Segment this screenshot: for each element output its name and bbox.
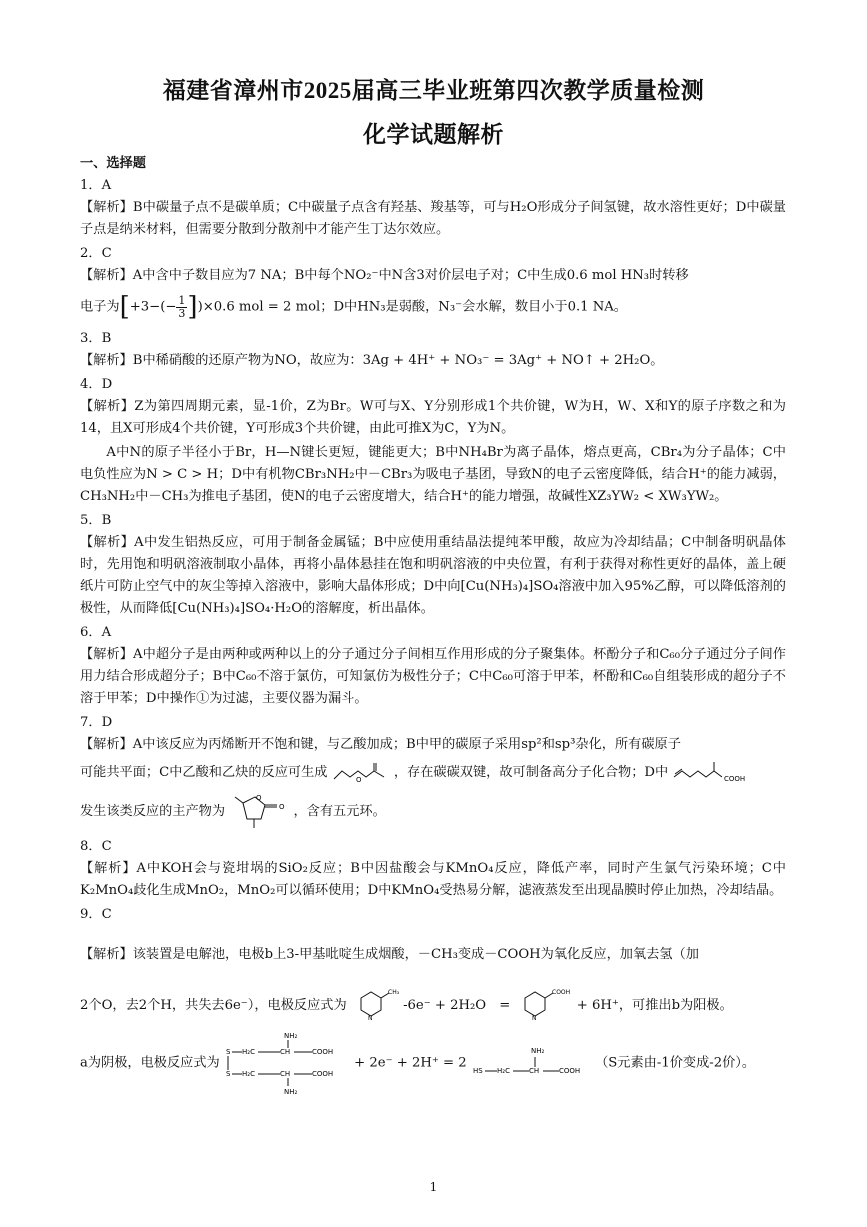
pentenoic-acid-structure: [672, 759, 760, 785]
explanation-4-detail: A中N的原子半径小于Br，H—N键长更短，键能更大；B中NH₄Br为离子晶体，熔点更高，CBr₄为分子晶体；C中电负性应为N > C > H；D中有机物CBr₃NH₂中－CBr₃为吸电子基团，导致N的电子云密度降低，结合H⁺的能力减弱，CH₃NH₂中－CH₃为推电子基团，使N的电子云密度增大，结合H⁺的能力增强，故碱性XZ₃YW₂ < XW₃YW₂。: [80, 444, 786, 504]
explanation-1: 【解析】B中碳量子点不是碳单质；C中碳量子点含有羟基、羧基等，可与H₂O形成分子间氢键，故水溶性更好；D中碳量子点是纳米材料，但需要分散到分散剂中才能产生丁达尔效应。: [80, 200, 786, 237]
explanation-4: 【解析】Z为第四周期元素，显-1价，Z为Br。W可与X、Y分别形成1个共价键，W为H，W、X和Y的原子序数之和为14，且X可形成4个共价键，Y可形成3个共价键，由此可推X为C，Y为N。: [80, 398, 786, 436]
svg-text:H₂C: H₂C: [241, 1069, 255, 1078]
cystine-structure: [224, 1028, 350, 1098]
page-number: 1: [429, 1180, 438, 1194]
svg-text:H₂C: H₂C: [241, 1047, 255, 1056]
explanation-9-line3: a为阴极，电极反应式为 NH₂ S H₂C CH COOH S H₂C CH COOH NH₂ + 2e⁻ + 2H⁺ = 2 HS H₂C CH COOH NH₂ （S元素由-1价变成-2价）。: [80, 1028, 786, 1099]
question-number-7: 7．D: [80, 714, 113, 730]
fraction-one-third: $\frac{1}{3}$: [178, 293, 186, 320]
lactone-ring-structure: [229, 791, 289, 831]
svg-text:O: O: [355, 776, 362, 783]
question-number-2: 2．C: [80, 246, 112, 261]
explanation-9-line1: 【解析】该装置是电解池，电极b上3-甲基吡啶生成烟酸，－CH₃变成－COOH为氧化反应，加氧去氢（加: [80, 946, 699, 962]
explanation-8: 【解析】A中KOH会与瓷坩埚的SiO₂反应；B中因盐酸会与KMnO₄反应，降低产率，同时产生氯气污染环境；C中K₂MnO₄歧化生成MnO₂，MnO₂可以循环使用；D中KMnO₄受热易分解，滤液蒸发至出现晶膜时停止加热，冷却结晶。: [80, 860, 786, 898]
svg-text:NH₂: NH₂: [530, 1046, 545, 1055]
svg-text:CH: CH: [279, 1047, 291, 1056]
svg-text:O: O: [256, 794, 262, 802]
question-number-8: 8．C: [80, 838, 112, 854]
svg-text:HS: HS: [472, 1066, 483, 1075]
svg-text:S: S: [225, 1047, 231, 1056]
question-number-1: 1．A: [80, 178, 112, 193]
cysteine-structure: [471, 1043, 591, 1083]
page-subtitle: 化学试题解析: [363, 122, 504, 147]
explanation-9-line2: 2个O，去2个H，共失去6e⁻），电极反应式为 CH₃ N -6e⁻ + 2H₂O = COOH N + 6H⁺，可推出b为阳极。: [80, 989, 733, 1022]
svg-text:CH₃: CH₃: [387, 989, 399, 996]
explanation-6: 【解析】A中超分子是由两种或两种以上的分子通过分子间相互作用形成的分子聚集体。杯酚分子和C₆₀分子通过分子间作用力结合形成超分子；B中C₆₀不溶于氯仿，可知氯仿为极性分子；C中C₆₀可溶于甲苯，杯酚和C₆₀自组装形成的超分子不溶于甲苯；D中操作①为过滤，主要仪器为漏斗。: [80, 646, 786, 706]
svg-text:N: N: [367, 1015, 373, 1022]
svg-text:N: N: [531, 1015, 537, 1022]
explanation-7-line2: 可能共平面；C中乙酸和乙炔的反应可生成 O ，存在碳碳双键，故可制备高分子化合物；D中 COOH: [80, 758, 786, 788]
svg-text:H₂C: H₂C: [496, 1066, 510, 1075]
svg-text:COOH: COOH: [551, 989, 570, 996]
question-number-9: 9．C: [80, 906, 112, 922]
explanation-7-line1: 【解析】A中该反应为丙烯断开不饱和键，与乙酸加成；B中甲的碳原子采用sp²和sp³杂化，所有碳原子: [80, 736, 681, 752]
section-heading: 一、选择题: [80, 156, 146, 171]
question-number-4: 4．D: [80, 376, 113, 392]
page-title: 福建省漳州市2025届高三毕业班第四次教学质量检测: [162, 78, 705, 103]
answer-body: [80, 153, 786, 1100]
svg-text:COOH: COOH: [311, 1069, 334, 1078]
question-number-6: 6．A: [80, 624, 112, 640]
svg-text:S: S: [225, 1069, 231, 1078]
svg-text:COOH: COOH: [558, 1066, 581, 1075]
explanation-3: 【解析】B中稀硝酸的还原产物为NO，故应为：3Ag + 4H⁺ + NO₃⁻ = 3Ag⁺ + NO↑ + 2H₂O。: [80, 352, 664, 368]
svg-text:O: O: [279, 803, 285, 811]
question-number-3: 3．B: [80, 330, 112, 346]
svg-text:NH₂: NH₂: [283, 1087, 298, 1096]
svg-text:COOH: COOH: [311, 1047, 334, 1056]
explanation-7-line3: 发生该类反应的主产物为 O O ，含有五元环。: [80, 790, 786, 834]
methylpyridine-structure: [351, 988, 399, 1022]
svg-text:CH: CH: [279, 1069, 291, 1078]
vinyl-acetate-structure: [332, 761, 390, 783]
svg-text:NH₂: NH₂: [283, 1031, 298, 1040]
nicotinic-acid-structure: [515, 988, 573, 1022]
explanation-5: 【解析】A中发生铝热反应，可用于制备金属锰；B中应使用重结晶法提纯苯甲酸，故应为冷却结晶；C中制备明矾晶体时，先用饱和明矾溶液制取小晶体，再将小晶体悬挂在饱和明矾溶液的中央位置，有利于获得对称性更好的晶体，盖上硬纸片可防止空气中的灰尘等掉入溶液中，影响大晶体形成；D中向[Cu(NH₃)₄]SO₄溶液中加入95%乙醇，可以降低溶剂的极性，从而降低[Cu(NH₃)₄]SO₄·H₂O的溶解度，析出晶体。: [80, 534, 786, 616]
explanation-2-line2: 电子为[+3−(− $\frac{1}{3}$ ])×0.6 mol = 2 mol；D中HN₃是弱酸，N₃⁻会水解，数目小于0.1 NA。: [80, 292, 627, 322]
svg-text:COOH: COOH: [724, 775, 746, 783]
explanation-2-line1: 【解析】A中含中子数目应为7 NA；B中每个NO₂⁻中N含3对价层电子对；C中生成0.6 mol HN₃时转移: [80, 268, 689, 283]
question-number-5: 5．B: [80, 512, 112, 528]
svg-text:CH: CH: [528, 1066, 540, 1075]
